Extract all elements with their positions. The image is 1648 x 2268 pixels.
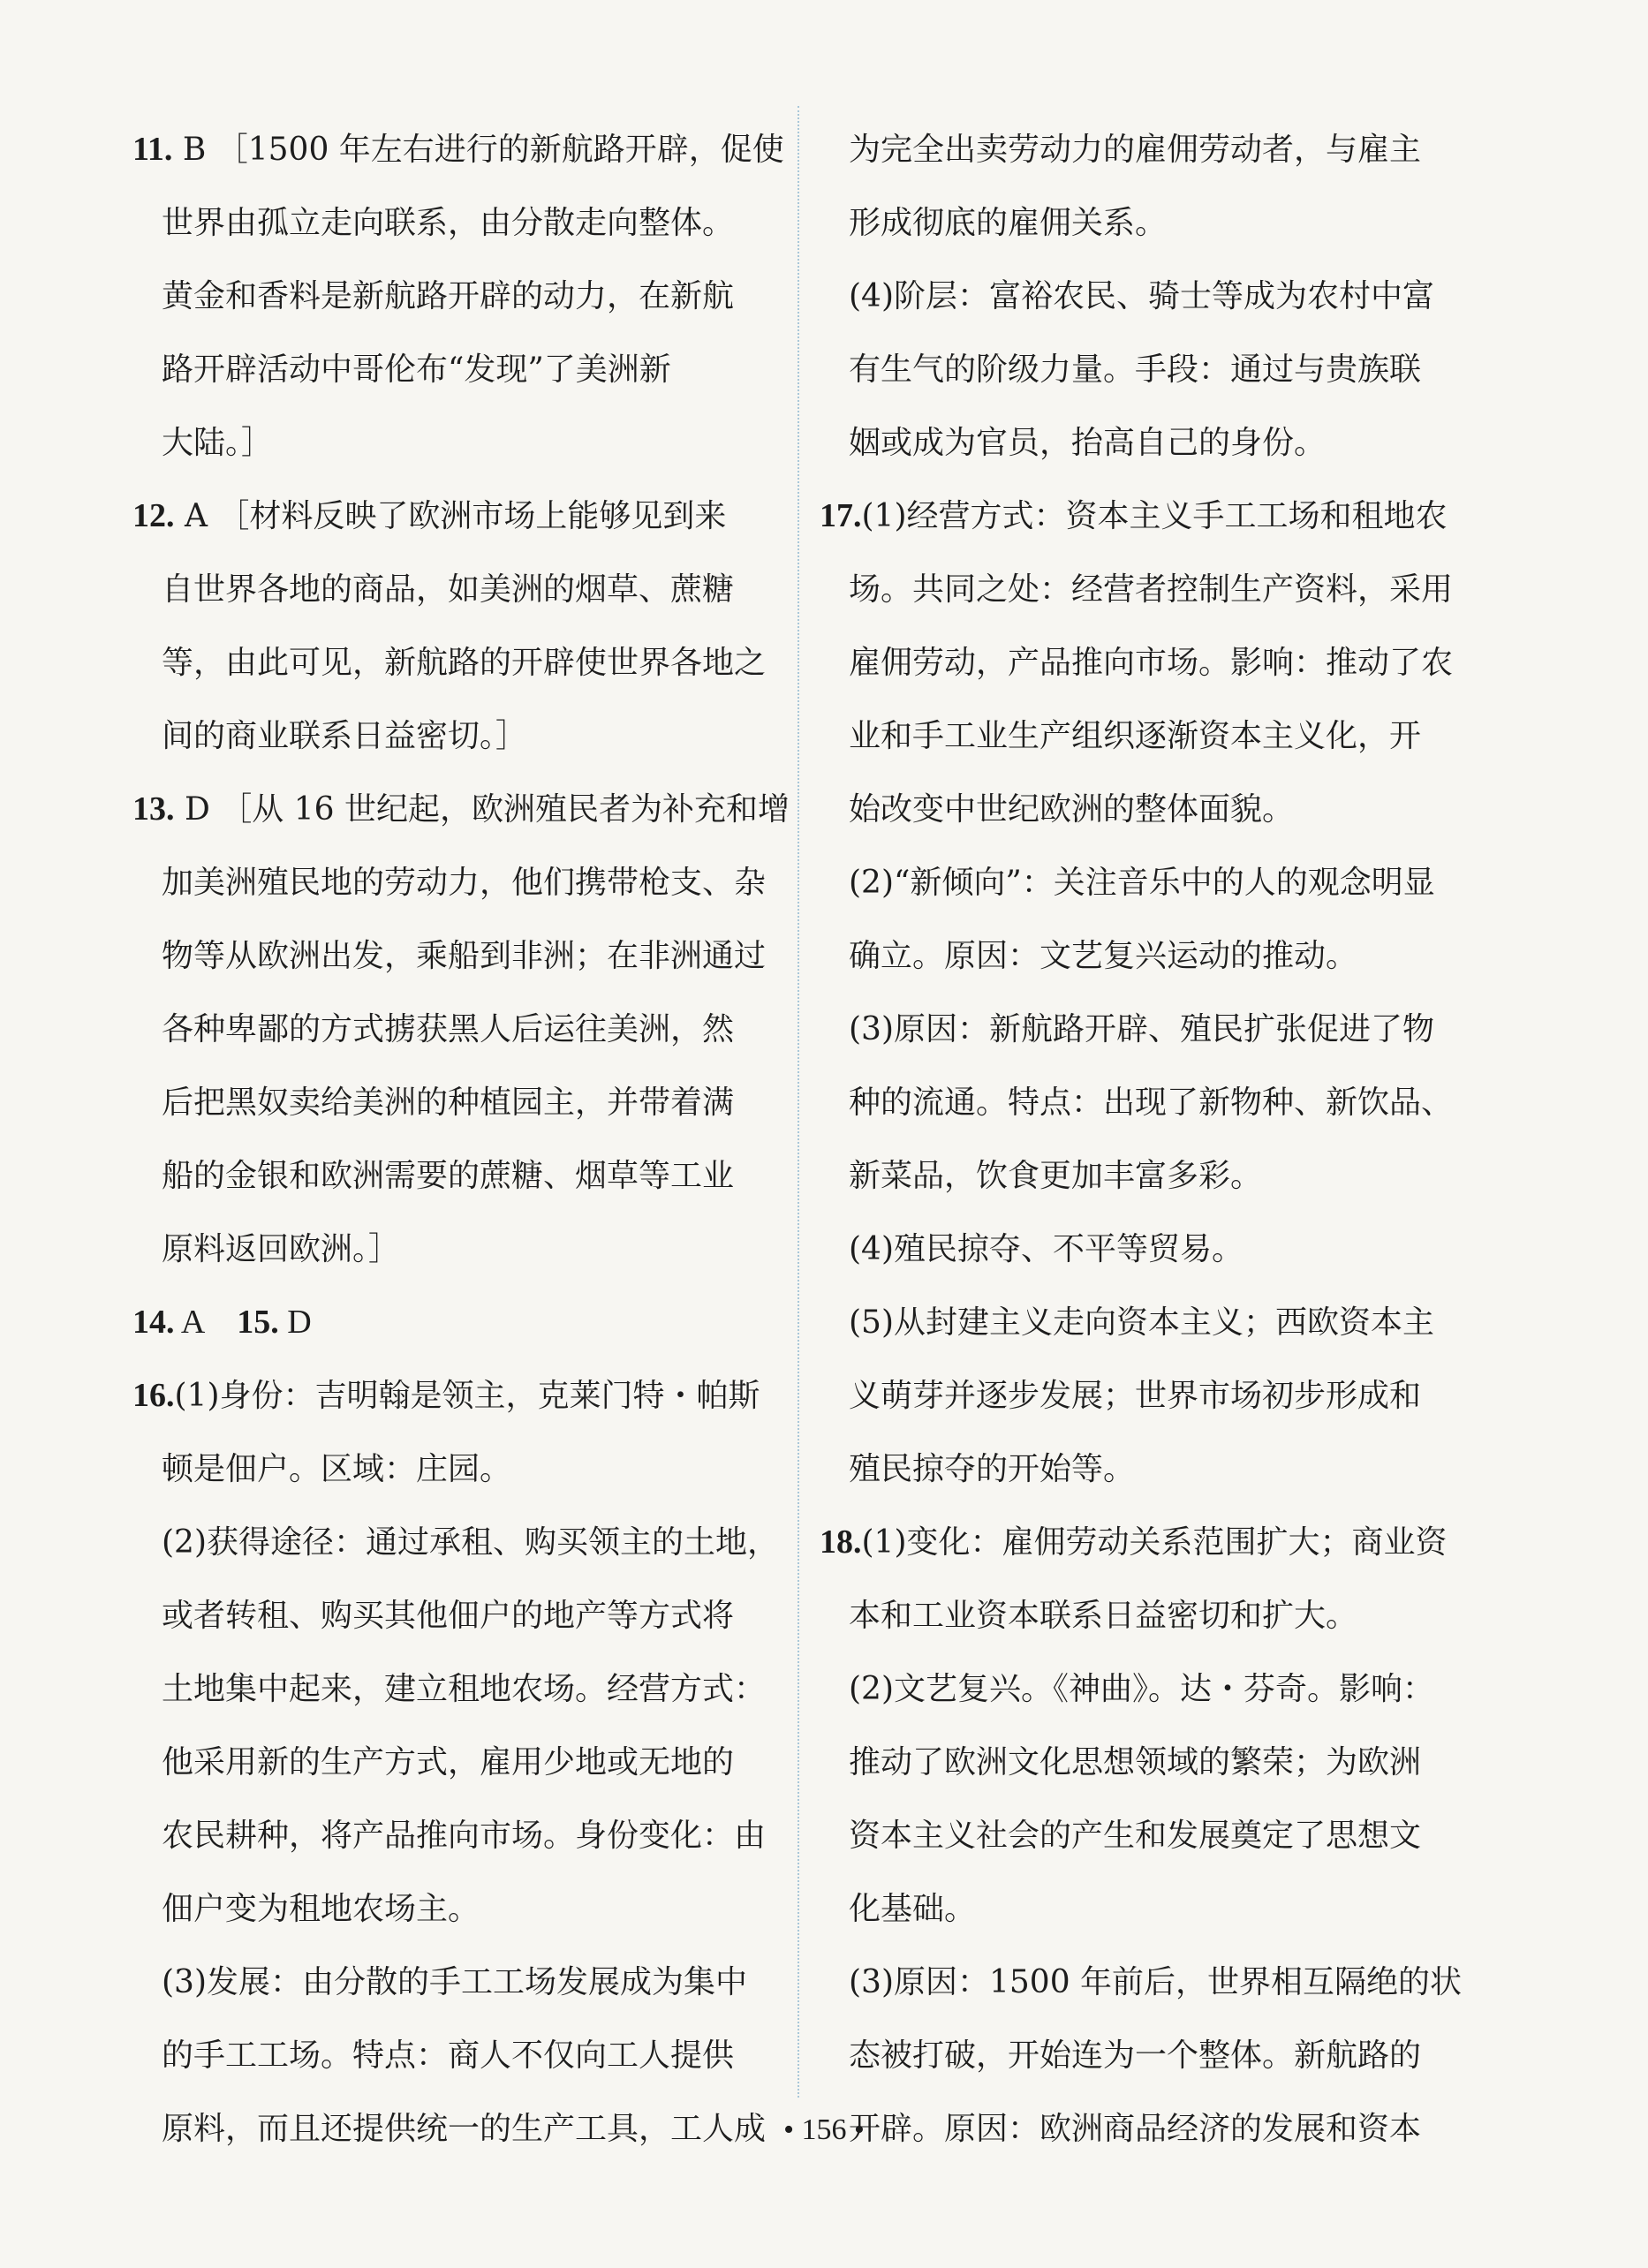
answer-16-cont-line-3: (4)阶层：富裕农民、骑士等成为农村中富 bbox=[849, 278, 1434, 314]
answer-16-line-10: 的手工工场。特点：商人不仅向工人提供 bbox=[162, 2037, 735, 2074]
answer-12-line-1 bbox=[132, 480, 808, 553]
answer-13-line-3: 物等从欧洲出发，乘船到非洲；在非洲通过 bbox=[162, 938, 767, 974]
answer-11-line-3: 黄金和香料是新航路开辟的动力，在新航 bbox=[162, 278, 735, 314]
answer-17-line-13: 义萌芽并逐步发展；世界市场初步形成和 bbox=[849, 1378, 1422, 1414]
answer-13-line-4: 各种卑鄙的方式掳获黑人后运往美洲，然 bbox=[162, 1011, 735, 1047]
answer-text: A ［材料反映了欧洲市场上能够见到来 bbox=[174, 498, 727, 534]
answer-18-line-1 bbox=[820, 1506, 1495, 1579]
question-number: 13. bbox=[132, 790, 175, 828]
answer-17-line-5: 始改变中世纪欧洲的整体面貌。 bbox=[849, 791, 1295, 828]
answer-16-line-9: (3)发展：由分散的手工工场发展成为集中 bbox=[162, 1964, 747, 2000]
answer-18-line-3: (2)文艺复兴。《神曲》。达・芬奇。影响： bbox=[849, 1671, 1434, 1707]
answer-17-line-11: (4)殖民掠夺、不平等贸易。 bbox=[849, 1231, 1244, 1267]
column-divider bbox=[798, 106, 799, 2098]
answer-17-line-8: (3)原因：新航路开辟、殖民扩张促进了物 bbox=[849, 1011, 1434, 1047]
question-number: 15. bbox=[237, 1304, 279, 1341]
answer-16-line-3: (2)获得途径：通过承租、购买领主的土地， bbox=[162, 1524, 779, 1561]
answer-11-line-2: 世界由孤立走向联系，由分散走向整体。 bbox=[162, 205, 735, 241]
answer-16-line-11: 原料，而且还提供统一的生产工具，工人成 bbox=[162, 2111, 767, 2147]
answer-text: B ［1500 年左右进行的新航路开辟，促使 bbox=[172, 132, 784, 168]
question-number: 16. bbox=[132, 1377, 175, 1414]
answer-16-line-5: 土地集中起来，建立租地农场。经营方式： bbox=[162, 1671, 767, 1707]
answer-11-line-4: 路开辟活动中哥伦布“发现”了美洲新 bbox=[162, 352, 671, 388]
question-number: 17. bbox=[820, 497, 862, 534]
answer-text: (1)经营方式：资本主义手工工场和租地农 bbox=[861, 498, 1448, 534]
answer-13-line-1 bbox=[132, 773, 808, 846]
answer-12-line-2: 自世界各地的商品，如美洲的烟草、蔗糖 bbox=[162, 571, 735, 608]
answer-17-line-9: 种的流通。特点：出现了新物种、新饮品、 bbox=[849, 1085, 1454, 1121]
answer-17-line-14: 殖民掠夺的开始等。 bbox=[849, 1451, 1136, 1487]
answer-text: (1)变化：雇佣劳动关系范围扩大；商业资 bbox=[861, 1524, 1448, 1561]
question-number: 18. bbox=[820, 1523, 862, 1561]
answer-16-cont-line-2: 形成彻底的雇佣关系。 bbox=[849, 205, 1168, 241]
answer-text: A bbox=[174, 1304, 238, 1341]
answer-16-line-2: 顿是佃户。区域：庄园。 bbox=[162, 1451, 512, 1487]
answer-17-line-12: (5)从封建主义走向资本主义；西欧资本主 bbox=[849, 1304, 1434, 1341]
answer-18-line-8: 态被打破，开始连为一个整体。新航路的 bbox=[849, 2037, 1422, 2074]
answer-16-line-6: 他采用新的生产方式，雇用少地或无地的 bbox=[162, 1744, 735, 1780]
answer-11-line-5: 大陆。］ bbox=[162, 425, 274, 461]
answer-17-line-4: 业和手工业生产组织逐渐资本主义化，开 bbox=[849, 718, 1422, 754]
answer-17-line-10: 新菜品，饮食更加丰富多彩。 bbox=[849, 1158, 1263, 1194]
answer-13-line-6: 船的金银和欧洲需要的蔗糖、烟草等工业 bbox=[162, 1158, 735, 1194]
answer-16-cont-line-5: 姻或成为官员，抬高自己的身份。 bbox=[849, 425, 1327, 461]
answer-18-line-4: 推动了欧洲文化思想领域的繁荣；为欧洲 bbox=[849, 1744, 1422, 1780]
answer-17-line-6: (2)“新倾向”：关注音乐中的人的观念明显 bbox=[849, 865, 1435, 901]
answer-18-line-6: 化基础。 bbox=[849, 1891, 977, 1927]
answer-18-line-7: (3)原因：1500 年前后，世界相互隔绝的状 bbox=[849, 1964, 1463, 2000]
answer-16-cont-line-4: 有生气的阶级力量。手段：通过与贵族联 bbox=[849, 352, 1422, 388]
answer-17-line-7: 确立。原因：文艺复兴运动的推动。 bbox=[849, 938, 1358, 974]
answer-text: (1)身份：吉明翰是领主，克莱门特・帕斯 bbox=[174, 1378, 760, 1414]
answer-13-line-5: 后把黑奴卖给美洲的种植园主，并带着满 bbox=[162, 1085, 735, 1121]
answer-11-line-1 bbox=[132, 113, 808, 186]
question-number: 12. bbox=[132, 497, 175, 534]
question-number: 11. bbox=[132, 131, 173, 168]
answer-17-line-1 bbox=[820, 480, 1495, 553]
answer-18-line-2: 本和工业资本联系日益密切和扩大。 bbox=[849, 1598, 1358, 1634]
right-column bbox=[820, 113, 1495, 2166]
answer-text: D bbox=[278, 1304, 312, 1341]
answer-12-line-3: 等，由此可见，新航路的开辟使世界各地之 bbox=[162, 645, 767, 681]
answer-16-cont-line-1: 为完全出卖劳动力的雇佣劳动者，与雇主 bbox=[849, 132, 1422, 168]
answer-16-line-8: 佃户变为租地农场主。 bbox=[162, 1891, 480, 1927]
answer-text: D ［从 16 世纪起，欧洲殖民者为补充和增 bbox=[174, 791, 790, 828]
answer-12-line-4: 间的商业联系日益密切。］ bbox=[162, 718, 528, 754]
answer-18-line-9: 开辟。原因：欧洲商品经济的发展和资本 bbox=[849, 2111, 1422, 2147]
answer-16-line-4: 或者转租、购买其他佃户的地产等方式将 bbox=[162, 1598, 735, 1634]
answer-18-line-5: 资本主义社会的产生和发展奠定了思想文 bbox=[849, 1818, 1422, 1854]
answer-13-line-2: 加美洲殖民地的劳动力，他们携带枪支、杂 bbox=[162, 865, 767, 901]
answer-17-line-2: 场。共同之处：经营者控制生产资料，采用 bbox=[849, 571, 1454, 608]
answer-13-line-7: 原料返回欧洲。］ bbox=[162, 1231, 401, 1267]
answer-14-15-line bbox=[132, 1286, 808, 1359]
question-number: 14. bbox=[132, 1304, 175, 1341]
left-column bbox=[132, 113, 808, 2166]
page-number: • 156 • bbox=[783, 2113, 865, 2146]
answer-16-line-1 bbox=[132, 1359, 808, 1433]
answer-17-line-3: 雇佣劳动，产品推向市场。影响：推动了农 bbox=[849, 645, 1454, 681]
answer-16-line-7: 农民耕种，将产品推向市场。身份变化：由 bbox=[162, 1818, 767, 1854]
